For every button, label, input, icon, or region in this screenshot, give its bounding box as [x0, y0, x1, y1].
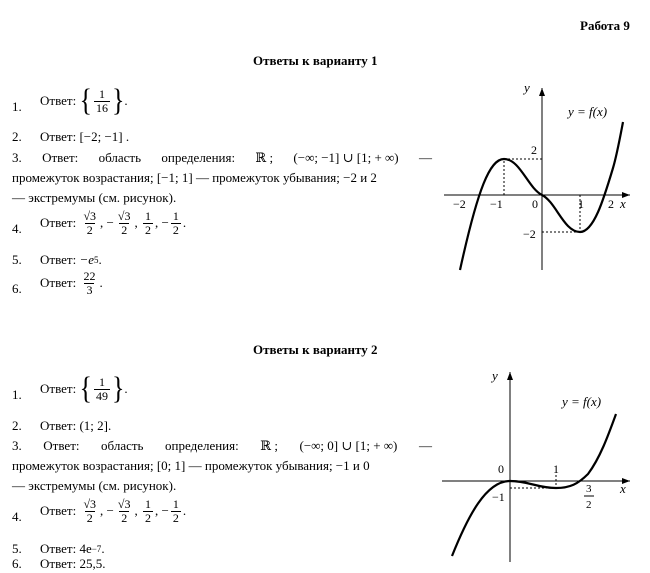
denominator: 2: [144, 510, 151, 525]
fraction: [94, 88, 110, 114]
answer-word: Ответ:: [40, 93, 77, 109]
tick-label: −1: [490, 197, 503, 211]
answer-value: 25,5.: [79, 556, 106, 571]
v1-answer-3-line2: промежуток возрастания; [−1; 1] — промежуток убывания; −2 и 2: [12, 170, 377, 185]
v2-answer-4: Ответ: $\frac{√3}{2}$ , − $\frac{√3}{2}$ , $\frac{1}{2}$ , − $\frac{1}{2}$ .: [40, 497, 187, 525]
answer-word: Ответ:: [40, 252, 77, 267]
fraction: [143, 498, 153, 524]
interval: (−∞; 0] ∪ [1; + ∞): [299, 438, 398, 453]
numerator: 1: [144, 209, 151, 223]
word: определения:: [165, 438, 239, 453]
v1-answer-1: Ответ: { $\frac{1}{16}$ } .: [40, 83, 128, 118]
answer-word: Ответ:: [40, 275, 77, 291]
answer-value: [−2; −1]: [79, 129, 123, 144]
exponent: 5: [94, 255, 99, 265]
tick-label: 2: [531, 143, 537, 157]
v2-answer-3-line1: [12, 438, 432, 454]
answer-word: Ответ:: [40, 541, 77, 556]
tick-label: 0: [532, 197, 538, 211]
v1-item2-number: 2.: [12, 129, 22, 144]
fraction: [81, 498, 98, 524]
interval: (−∞; −1] ∪ [1; + ∞): [293, 150, 399, 165]
tick-label: 3: [586, 483, 592, 495]
word: определения:: [161, 150, 236, 165]
v2-item4-number: 4.: [12, 509, 22, 524]
denominator: 2: [86, 222, 93, 237]
x-axis-label: x: [620, 481, 626, 496]
fraction: [171, 498, 181, 524]
answer-value: −e: [79, 252, 94, 267]
variant2-title: Ответы к варианту 2: [253, 342, 378, 357]
v1-answer-5: Ответ: −e 5 .: [40, 252, 102, 267]
v1-answer-3-line3: — экстремумы (см. рисунок).: [12, 190, 177, 205]
v1-item1-number: 1.: [12, 99, 22, 114]
left-brace: {: [79, 371, 92, 406]
domain-symbol: ℝ ;: [255, 150, 274, 165]
fraction: [116, 498, 133, 524]
numerator: 1: [98, 87, 105, 101]
v2-answer-3-line3: — экстремумы (см. рисунок).: [12, 478, 177, 493]
v1-answer-6: Ответ: $\frac{22}{3}$ .: [40, 269, 103, 297]
v2-item2-number: 2.: [12, 418, 22, 433]
answer-word: Ответ:: [40, 215, 77, 231]
numerator: √3: [117, 209, 131, 223]
denominator: 2: [86, 510, 93, 525]
word: область: [101, 438, 144, 453]
domain-symbol: ℝ ;: [260, 438, 278, 453]
v2-answer-2: [40, 418, 111, 434]
answer-word: Ответ:: [40, 129, 77, 144]
answer-word: Ответ:: [40, 503, 77, 519]
fraction: [116, 210, 133, 236]
y-axis-label: y: [492, 368, 498, 383]
numerator: 1: [172, 209, 179, 223]
v1-item6-number: 6.: [12, 281, 22, 296]
v2-item1-number: 1.: [12, 387, 22, 402]
function-label: y = f(x): [562, 394, 602, 409]
v2-item6-number: 6.: [12, 556, 22, 571]
v1-item4-number: 4.: [12, 221, 22, 236]
item-number: 3.: [12, 438, 22, 453]
work-label: Работа 9: [580, 18, 630, 33]
tick-label: −2: [523, 227, 536, 241]
y-axis-label: y: [524, 80, 530, 95]
v2-answer-6: [40, 556, 105, 572]
denominator: 49: [95, 388, 108, 403]
answer-word: Ответ:: [43, 438, 80, 453]
answer-word: Ответ:: [40, 418, 77, 433]
tick-label: 1: [553, 462, 559, 476]
v1-answer-4: Ответ: $\frac{√3}{2}$ , − $\frac{√3}{2}$ , $\frac{1}{2}$ , − $\frac{1}{2}$ .: [40, 209, 187, 237]
answer-word: Ответ:: [42, 150, 79, 165]
fraction: [171, 210, 181, 236]
answer-word: Ответ:: [40, 556, 77, 571]
denominator: 2: [172, 510, 179, 525]
tick-label: 2: [586, 499, 592, 511]
numerator: √3: [83, 497, 97, 511]
numerator: √3: [83, 209, 97, 223]
answer-word: Ответ:: [40, 381, 77, 397]
answer-value: (1; 2].: [79, 418, 112, 433]
numerator: 1: [172, 497, 179, 511]
v2-answer-5: Ответ: 4e −7 .: [40, 541, 105, 556]
numerator: 22: [83, 269, 96, 283]
v2-graph: [438, 366, 638, 566]
dash: —: [418, 438, 432, 453]
answer-value: 4e: [79, 541, 92, 556]
denominator: 2: [121, 510, 128, 525]
tick-label: 0: [498, 462, 504, 476]
numerator: √3: [117, 497, 131, 511]
tick-label: 1: [578, 197, 584, 211]
dash: —: [418, 150, 432, 165]
v2-answer-3-line2: промежуток возрастания; [0; 1] — промежуток убывания; −1 и 0: [12, 458, 370, 473]
tick-label: 2: [608, 197, 614, 211]
fraction: [81, 270, 97, 296]
left-brace: {: [79, 83, 92, 118]
x-axis-label: x: [620, 196, 626, 211]
v1-item5-number: 5.: [12, 252, 22, 267]
fraction: [143, 210, 153, 236]
fraction: [81, 210, 98, 236]
word: область: [98, 150, 142, 165]
tick-label: −1: [492, 490, 505, 504]
v1-graph: [438, 78, 638, 278]
denominator: 2: [172, 222, 179, 237]
denominator: 3: [86, 282, 93, 297]
exponent: −7: [91, 544, 102, 554]
numerator: 1: [98, 375, 105, 389]
v2-answer-1: Ответ: { $\frac{1}{49}$ } .: [40, 371, 128, 406]
fraction: [94, 376, 110, 402]
v2-item5-number: 5.: [12, 541, 22, 556]
y-axis-arrow: [507, 372, 513, 380]
denominator: 2: [121, 222, 128, 237]
numerator: 1: [144, 497, 151, 511]
v1-answer-2: Ответ: [−2; −1] .: [40, 129, 130, 144]
right-brace: }: [111, 371, 125, 406]
right-brace: }: [111, 83, 125, 118]
variant1-title: Ответы к варианту 1: [253, 53, 378, 68]
denominator: 2: [144, 222, 151, 237]
v1-answer-3-line1: [12, 150, 432, 166]
denominator: 16: [95, 100, 108, 115]
item-number: 3.: [12, 150, 22, 165]
function-label: y = f(x): [568, 104, 608, 119]
y-axis-arrow: [539, 88, 545, 96]
tick-label: −2: [453, 197, 466, 211]
